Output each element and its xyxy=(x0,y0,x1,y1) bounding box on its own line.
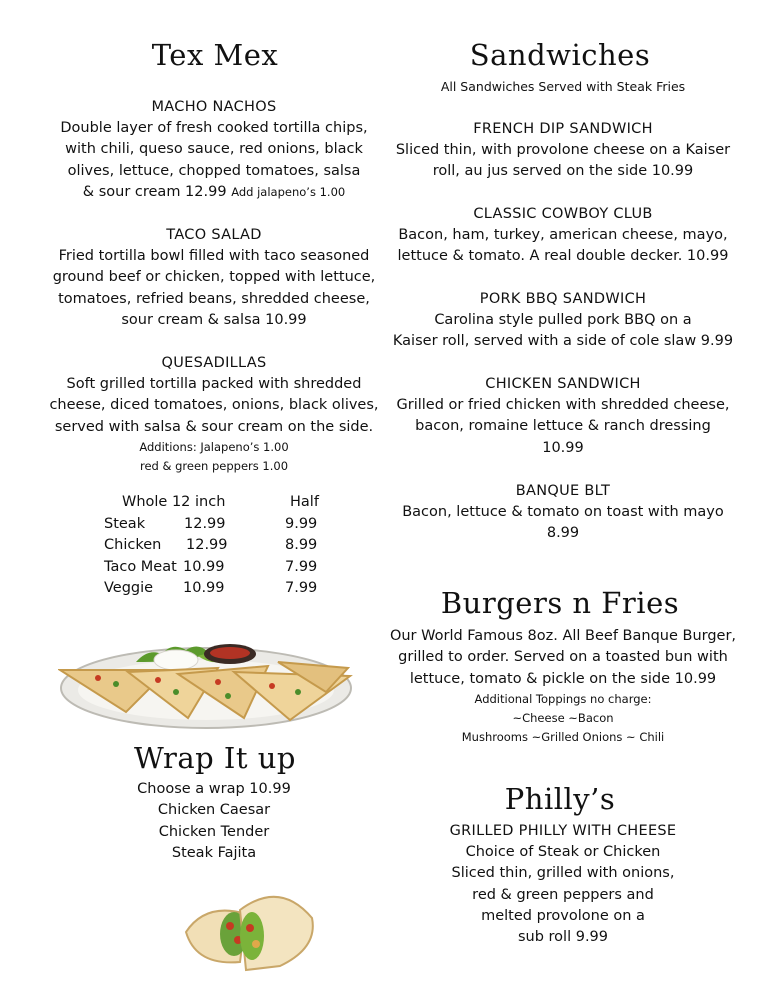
item-description-line: with chili, queso sauce, red onions, black xyxy=(65,141,363,158)
row-name: Veggie xyxy=(104,580,154,596)
row-half: 7.99 xyxy=(285,580,318,596)
wrap-option: Chicken Caesar xyxy=(157,802,271,819)
item-description-line: melted provolone on a xyxy=(481,907,645,924)
row-whole: 12.99 xyxy=(186,537,228,553)
item-description-line: Double layer of fresh cooked tortilla chips, xyxy=(60,120,368,136)
sandwiches-subtitle-text: All Sandwiches Served with Steak Fries xyxy=(440,79,686,94)
row-whole: 12.99 xyxy=(184,515,226,532)
wrap-heading: Wrap It up xyxy=(133,741,296,775)
item-description-line: roll, au jus served on the side 10.99 xyxy=(432,163,694,180)
burgers-heading: Burgers n Fries xyxy=(440,586,680,620)
wrap-option: Steak Fajita xyxy=(171,844,257,861)
sandwiches-subtitle xyxy=(388,77,738,96)
item-description-line: Sliced thin, with provolone cheese on a Kaiser xyxy=(395,142,731,158)
item-description-line: Bacon, ham, turkey, american cheese, mayo, xyxy=(398,227,728,243)
menu-item-pork-bbq xyxy=(388,289,738,353)
quesadilla-price-table xyxy=(102,494,342,602)
item-name: TACO SALAD xyxy=(166,227,262,243)
header-half: Half xyxy=(290,494,319,510)
item-description-line: sour cream & salsa 10.99 xyxy=(121,311,307,328)
row-name: Taco Meat xyxy=(104,558,177,575)
item-description-line: Bacon, lettuce & tomato on toast with mayo xyxy=(402,504,724,520)
row-whole: 10.99 xyxy=(183,580,225,596)
price-table-row xyxy=(102,580,342,602)
item-description-line: lettuce, tomato & pickle on the side 10.99 xyxy=(409,670,717,687)
item-description-line: Grilled or fried chicken with shredded cheese, xyxy=(396,397,730,413)
price-table-header xyxy=(102,494,342,516)
item-price-line: sub roll 9.99 xyxy=(517,929,609,946)
item-name: CLASSIC COWBOY CLUB xyxy=(473,206,653,222)
item-description-line: Fried tortilla bowl filled with taco seasoned xyxy=(58,248,370,264)
row-whole: 10.99 xyxy=(183,558,225,575)
item-description-line: Soft grilled tortilla packed with shredded xyxy=(66,376,362,392)
price-table-row xyxy=(102,516,342,538)
item-description-line: Our World Famous 8oz. All Beef Banque Burger, xyxy=(389,628,737,644)
item-description-line: served with salsa & sour cream on the side. xyxy=(54,418,374,435)
item-description-line: grilled to order. Served on a toasted bun with xyxy=(398,649,728,666)
item-description-line: ground beef or chicken, topped with lettuce, xyxy=(52,269,376,286)
row-half: 9.99 xyxy=(285,515,318,532)
row-name: Chicken xyxy=(104,537,162,553)
price-table-row xyxy=(102,559,342,581)
item-name: BANQUE BLT xyxy=(515,483,611,499)
burgers-section xyxy=(388,626,738,747)
row-name: Steak xyxy=(104,515,146,532)
item-addon: red & green peppers 1.00 xyxy=(139,458,289,473)
item-name: PORK BBQ SANDWICH xyxy=(479,291,647,307)
item-name: GRILLED PHILLY WITH CHEESE xyxy=(449,823,677,839)
toppings-line: Mushrooms ~Grilled Onions ~ Chili xyxy=(461,729,665,744)
item-description-line: lettuce & tomato. A real double decker. 10.99 xyxy=(397,248,729,265)
wrap-image xyxy=(178,880,318,972)
menu-item-cowboy-club xyxy=(388,204,738,268)
item-price-line: 10.99 xyxy=(542,439,584,456)
header-whole: Whole 12 inch xyxy=(122,494,226,510)
menu-item-chicken-sandwich xyxy=(388,374,738,459)
item-description-line xyxy=(44,182,384,203)
row-half: 8.99 xyxy=(285,537,318,553)
menu-item-taco-salad xyxy=(44,225,384,331)
menu-item-macho-nachos xyxy=(44,97,384,203)
item-description-line: Kaiser roll, served with a side of cole slaw 9.99 xyxy=(392,333,734,350)
item-description-line: Choice of Steak or Chicken xyxy=(465,844,661,860)
menu-item-french-dip xyxy=(388,119,738,183)
wrap-price-line: Choose a wrap 10.99 xyxy=(137,781,291,797)
quesadilla-plate-image xyxy=(58,632,354,736)
wrap-option: Chicken Tender xyxy=(158,823,270,840)
item-name: QUESADILLAS xyxy=(161,355,267,371)
item-addon: Additions: Jalapeno’s 1.00 xyxy=(139,439,289,454)
item-name: MACHO NACHOS xyxy=(151,99,277,115)
item-description-line: olives, lettuce, chopped tomatoes, salsa xyxy=(67,162,361,179)
toppings-line: Additional Toppings no charge: xyxy=(474,691,652,706)
tex-mex-heading: Tex Mex xyxy=(151,38,279,72)
item-name: FRENCH DIP SANDWICH xyxy=(473,121,653,137)
item-description-line: bacon, romaine lettuce & ranch dressing xyxy=(415,418,711,435)
item-addon: Add jalapeno’s 1.00 xyxy=(231,184,346,199)
item-price-line: & sour cream 12.99 xyxy=(82,183,227,200)
toppings-line: ~Cheese ~Bacon xyxy=(512,710,614,725)
sandwiches-heading: Sandwiches xyxy=(469,38,651,72)
item-description-line: cheese, diced tomatoes, onions, black olives, xyxy=(49,397,379,414)
item-description-line: tomatoes, refried beans, shredded cheese, xyxy=(58,290,370,307)
phillys-heading: Philly’s xyxy=(504,782,616,816)
wrap-section xyxy=(94,779,334,864)
item-description-line: Sliced thin, grilled with onions, xyxy=(451,865,675,882)
item-description-line: red & green peppers and xyxy=(472,886,654,903)
menu-item-quesadillas xyxy=(44,353,384,476)
item-price-line: 8.99 xyxy=(546,525,580,542)
item-name: CHICKEN SANDWICH xyxy=(485,376,641,392)
menu-item-grilled-philly xyxy=(388,821,738,948)
price-table-row xyxy=(102,537,342,559)
item-description-line: Carolina style pulled pork BBQ on a xyxy=(434,312,692,328)
menu-item-banque-blt xyxy=(388,481,738,545)
row-half: 7.99 xyxy=(285,558,318,575)
